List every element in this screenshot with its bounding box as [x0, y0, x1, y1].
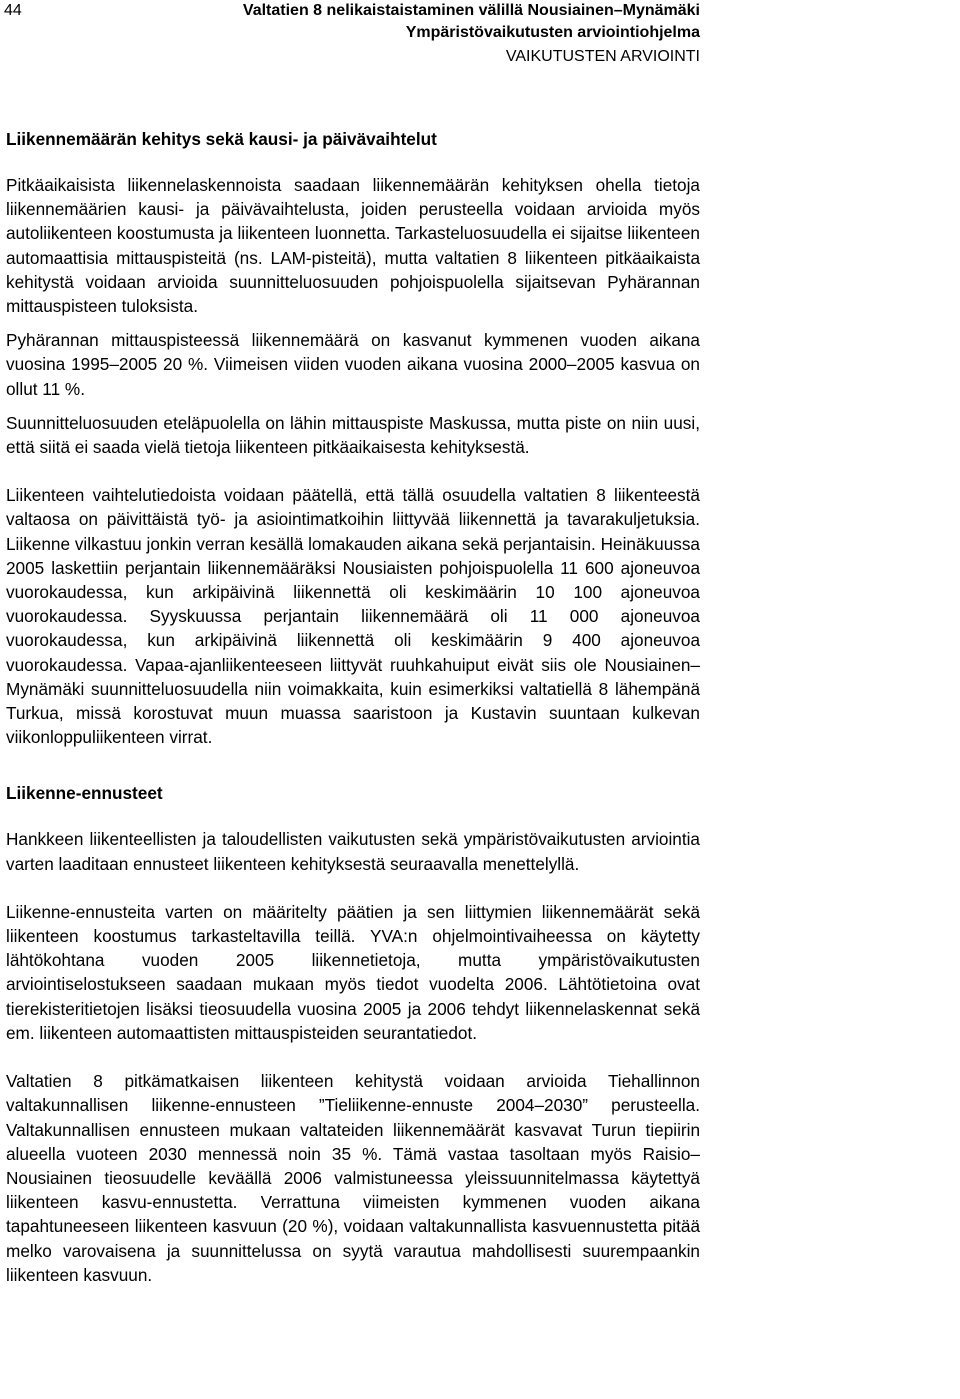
paragraph: Pitkäaikaisista liikennelaskennoista saadaan liikennemäärän kehityksen ohella tietoja liikennemäärien kausi- ja päivävaihtelusta, joiden perusteella voidaan arvioida myös autoliikenteen koostumusta ja liikenteen luonnetta. Tarkasteluosuudella ei sijaitse liikenteen automaattisia mittauspisteitä (ns. LAM-pisteitä), mutta valtatien 8 liikenteen pitkäaikaista kehitystä voidaan arvioida suunnitteluosuuden pohjoispuolella sijaitsevan Pyhärannan mittauspisteen tuloksista.: [6, 175, 700, 317]
running-header: [243, 0, 700, 68]
header-subtitle: Ympäristövaikutusten arviointiohjelma: [405, 24, 700, 41]
paragraph: Liikenteen vaihtelutiedoista voidaan päätellä, että tällä osuudella valtatien 8 liikenteestä valtaosa on päivittäistä työ- ja asiointimatkoihin liittyvää liikennettä ja tavarakuljetuksia. Liikenne vilkastuu jonkin verran kesällä lomakauden aikana sekä perjantaisin. Heinäkuussa 2005 laskettiin perjantain liikennemääräksi Nousiaisten pohjoispuolella 11 600 ajoneuvoa vuorokaudessa, kun arkipäivinä liikennettä oli keskimäärin 10 100 ajoneuvoa vuorokaudessa. Syyskuussa perjantain liikennemäärä oli 11 000 ajoneuvoa vuorokaudessa, kun arkipäivinä liikennettä oli keskimäärin 9 400 ajoneuvoa vuorokaudessa. Vapaa-ajanliikenteeseen liittyvät ruuhkahuiput eivät siis ole Nousiainen–Mynämäki suunnitteluosuudella niin voimakkaita, kuin esimerkiksi valtatiellä 8 lähempänä Turkua, missä korostuvat muun muassa saaristoon ja Kustavin suuntaan kulkevan viikonloppuliikenteen virrat.: [6, 485, 700, 748]
paragraph: Liikenne-ennusteita varten on määritelty päätien ja sen liittymien liikennemäärät sekä liikenteen koostumus tarkasteltavilla teillä. YVA:n ohjelmointivaiheessa on käytetty lähtökohtana vuoden 2005 liikennetietoja, mutta ympäristövaikutusten arviointiselostukseen saadaan mukaan myös tiedot vuodelta 2006. Lähtötietoina ovat tierekisteritietojen lisäksi tieosuudella vuosina 2005 ja 2006 tehdyt liikennelaskennat sekä em. liikenteen automaattisten mittauspisteiden seurantatiedot.: [6, 901, 700, 1043]
page-number: 44: [4, 2, 22, 19]
paragraph: Valtatien 8 pitkämatkaisen liikenteen kehitystä voidaan arvioida Tiehallinnon valtakunnallisen liikenne-ennusteen ”Tieliikenne-ennuste 2004–2030” perusteella. Valtakunnallisen ennusteen mukaan valtateiden liikennemäärät kasvavat Turun tiepiirin alueella vuoteen 2030 mennessä noin 35 %. Tämä vastaa tasoltaan myös Raisio–Nousiainen tieosuudelle keväällä 2006 valmistuneessa yleissuunnitelmassa käytettyä liikenteen kasvu-ennustetta. Verrattuna viimeisten kymmenen vuoden aikana tapahtuneeseen liikenteen kasvuun (20 %), voidaan valtakunnallista kasvuennustetta pitää melko varovaisena ja suunnittelussa on syytä varautua mahdollisesti suurempaankin liikenteen kasvuun.: [6, 1071, 700, 1285]
paragraph: Pyhärannan mittauspisteessä liikennemäärä on kasvanut kymmenen vuoden aikana vuosina 1995–2005 20 %. Viimeisen viiden vuoden aikana vuosina 2000–2005 kasvua on ollut 11 %.: [6, 330, 700, 399]
document-body: [6, 127, 700, 1287]
section-heading-traffic-forecasts: Liikenne-ennusteet: [6, 783, 163, 804]
paragraph: Suunnitteluosuuden eteläpuolella on lähin mittauspiste Maskussa, mutta piste on niin uusi, että siitä ei saada vielä tietoja liikenteen pitkäaikaisesta kehityksestä.: [6, 412, 700, 458]
section-heading-traffic-development: Liikennemäärän kehitys sekä kausi- ja päivävaihtelut: [6, 129, 437, 149]
header-title: Valtatien 8 nelikaistaistaminen välillä Nousiainen–Mynämäki: [242, 2, 700, 19]
paragraph: Hankkeen liikenteellisten ja taloudellisten vaikutusten sekä ympäristövaikutusten arviointia varten laaditaan ennusteet liikenteen kehityksestä seuraavalla menettelyllä.: [6, 829, 700, 874]
header-section: VAIKUTUSTEN ARVIOINTI: [505, 48, 700, 65]
